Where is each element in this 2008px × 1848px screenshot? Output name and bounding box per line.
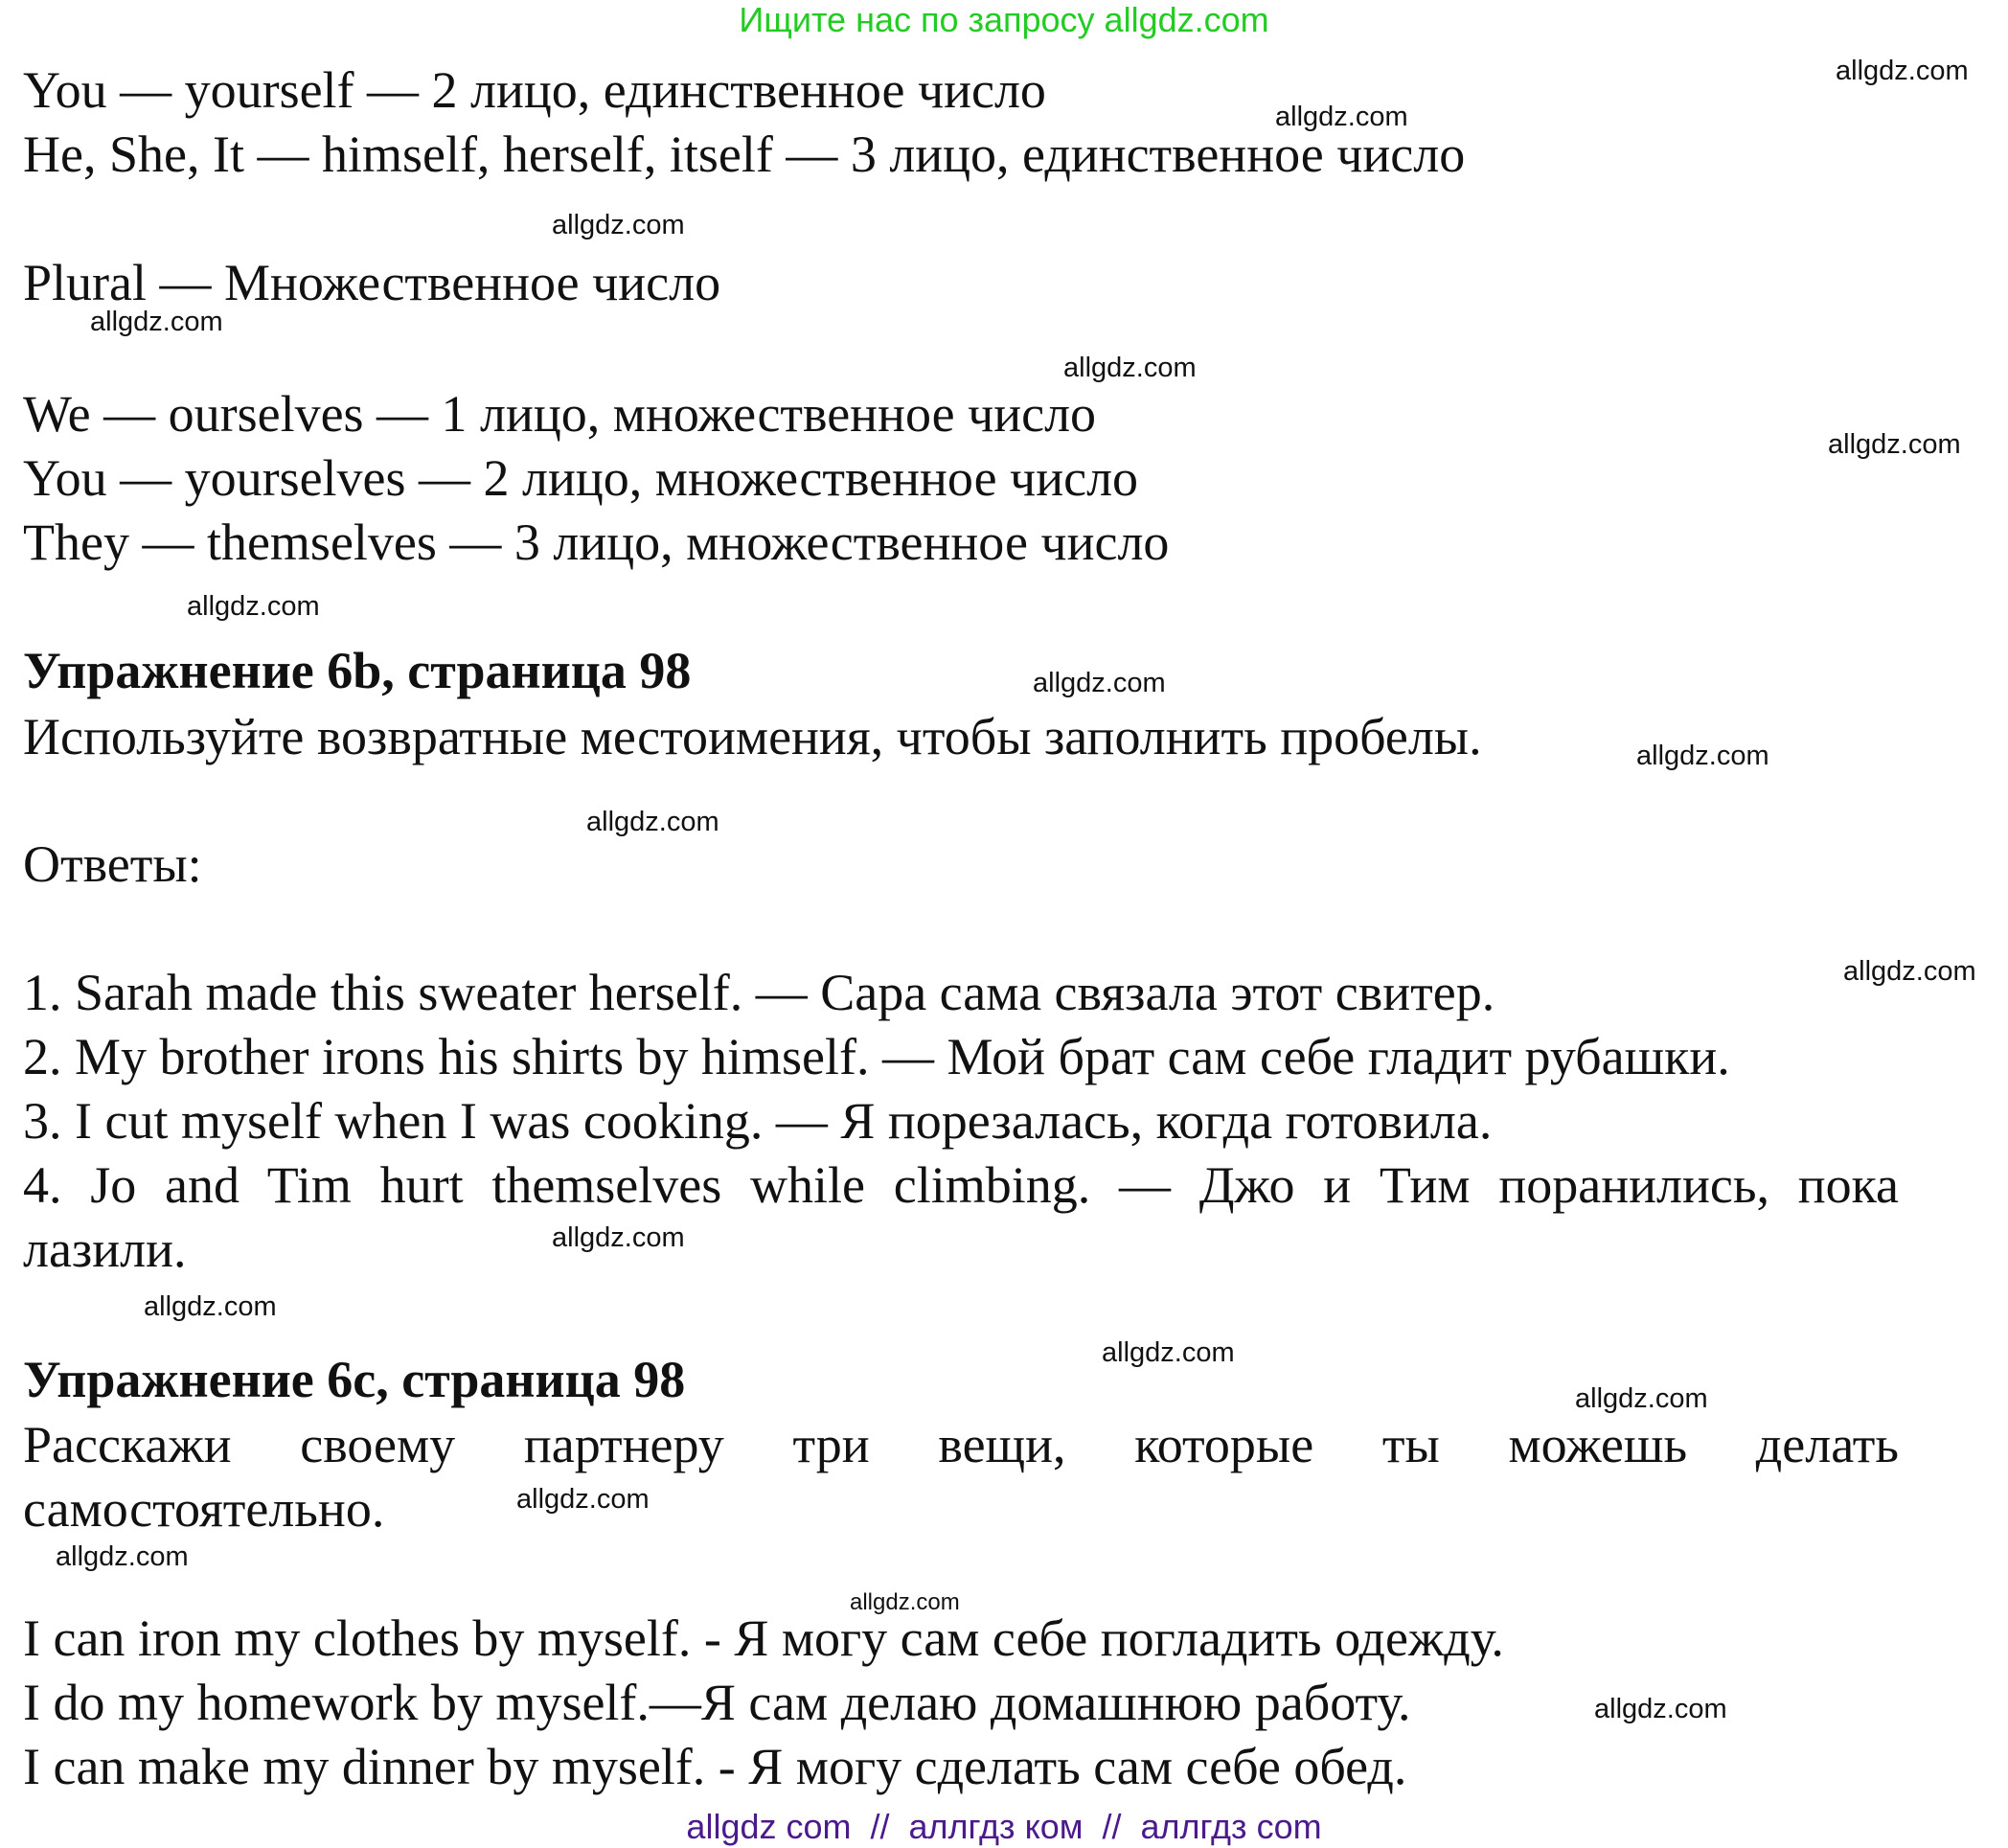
watermark: allgdz.com: [850, 1589, 960, 1615]
watermark: allgdz.com: [1636, 741, 1769, 771]
exercise-6c-task-cont: самостоятельно.: [23, 1480, 385, 1538]
watermark: allgdz.com: [552, 1222, 685, 1253]
watermark: allgdz.com: [187, 591, 320, 622]
watermark: allgdz.com: [1102, 1337, 1235, 1368]
exercise-6b-heading: Упражнение 6b, страница 98: [23, 642, 692, 699]
top-banner: Ищите нас по запросу allgdz.com: [739, 0, 1269, 39]
watermark: allgdz.com: [516, 1484, 650, 1515]
answer-1: 1. Sarah made this sweater herself. — Сара сама связала этот свитер.: [23, 964, 1495, 1021]
watermark: allgdz.com: [90, 307, 223, 337]
watermark: allgdz.com: [1843, 956, 1976, 987]
line-we: We — ourselves — 1 лицо, множественное число: [23, 385, 1097, 443]
answers-label: Ответы:: [23, 835, 202, 893]
line-plural: Plural — Множественное число: [23, 254, 721, 311]
answer-3: 3. I cut myself when I was cooking. — Я порезалась, когда готовила.: [23, 1092, 1493, 1150]
line-they: They — themselves — 3 лицо, множественное число: [23, 513, 1170, 571]
watermark: allgdz.com: [144, 1291, 277, 1322]
watermark: allgdz.com: [1033, 668, 1166, 698]
watermark: allgdz.com: [1063, 353, 1197, 383]
watermark: allgdz.com: [1828, 429, 1961, 460]
line-you-singular: You — yourself — 2 лицо, единственное число: [23, 61, 1046, 119]
answer-6c-1: I can iron my clothes by myself. - Я могу сам себе погладить одежду.: [23, 1609, 1504, 1667]
watermark: allgdz.com: [1594, 1694, 1727, 1724]
footer-links: allgdz com // аллгдз ком // аллгдз com: [686, 1807, 1322, 1846]
watermark: allgdz.com: [1836, 56, 1969, 86]
line-he-she-it: He, She, It — himself, herself, itself — 3 лицо, единственное число: [23, 125, 1466, 183]
answer-2: 2. My brother irons his shirts by himself. — Мой брат сам себе гладит рубашки.: [23, 1028, 1730, 1085]
watermark: allgdz.com: [1275, 102, 1408, 132]
watermark: allgdz.com: [1575, 1383, 1708, 1414]
answer-6c-2: I do my homework by myself.—Я сам делаю домашнюю работу.: [23, 1674, 1411, 1731]
answer-6c-3: I can make my dinner by myself. - Я могу сделать сам себе обед.: [23, 1738, 1407, 1795]
watermark: allgdz.com: [586, 807, 719, 837]
exercise-6b-task: Используйте возвратные местоимения, чтобы заполнить пробелы.: [23, 708, 1482, 765]
answer-4-cont: лазили.: [23, 1221, 187, 1278]
watermark: allgdz.com: [552, 210, 685, 240]
answer-4: 4. Jo and Tim hurt themselves while climbing. — Джо и Тим поранились, пока: [23, 1156, 1899, 1214]
exercise-6c-task: Расскажи своему партнеру три вещи, которые ты можешь делать: [23, 1416, 1899, 1473]
exercise-6c-heading: Упражнение 6c, страница 98: [23, 1351, 686, 1408]
line-you-plural: You — yourselves — 2 лицо, множественное число: [23, 449, 1139, 507]
watermark: allgdz.com: [56, 1541, 189, 1572]
